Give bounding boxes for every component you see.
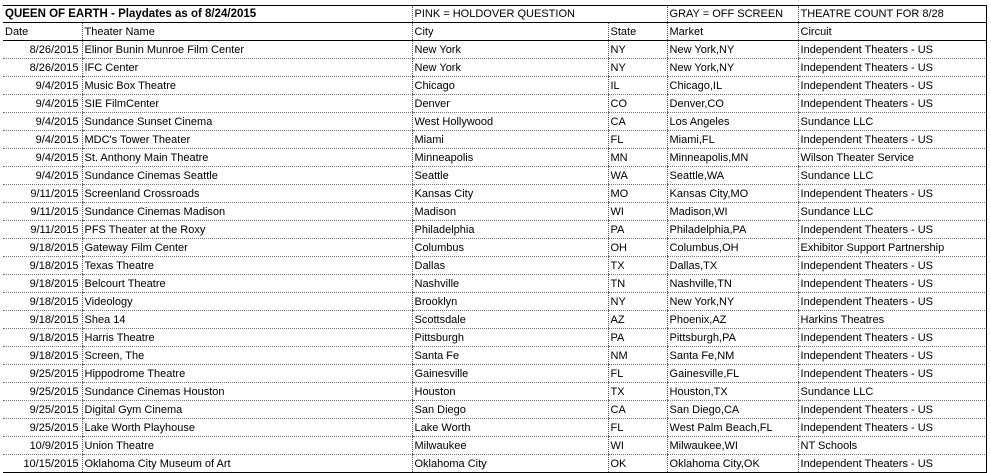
header-market[interactable]: Market xyxy=(667,23,798,41)
cell-city[interactable]: Pittsburgh xyxy=(412,329,608,347)
theatre-count-note[interactable]: THEATRE COUNT FOR 8/28 xyxy=(798,6,987,23)
cell-city[interactable]: New York xyxy=(412,41,608,59)
header-theater-name[interactable]: Theater Name xyxy=(82,23,412,41)
cell-state[interactable]: CO xyxy=(608,95,667,113)
table-row xyxy=(3,257,987,275)
cell-city[interactable]: Houston xyxy=(412,383,608,401)
cell-theater-name[interactable]: Lake Worth Playhouse xyxy=(82,419,412,437)
table-row xyxy=(3,203,987,221)
cell-date[interactable]: 9/25/2015 xyxy=(3,365,82,383)
cell-circuit[interactable]: Independent Theaters - US xyxy=(798,131,987,149)
cell-circuit[interactable]: Independent Theaters - US xyxy=(798,41,987,59)
cell-date[interactable]: 9/18/2015 xyxy=(3,239,82,257)
cell-state[interactable]: NY xyxy=(608,41,667,59)
gray-legend-note[interactable]: GRAY = OFF SCREEN xyxy=(667,6,798,23)
cell-date[interactable]: 9/4/2015 xyxy=(3,149,82,167)
playdates-sheet xyxy=(3,5,987,473)
cell-market[interactable]: Columbus,OH xyxy=(667,239,798,257)
table-row xyxy=(3,113,987,131)
cell-state[interactable]: NY xyxy=(608,293,667,311)
header-city[interactable]: City xyxy=(412,23,608,41)
cell-city[interactable]: Dallas xyxy=(412,257,608,275)
cell-date[interactable]: 8/26/2015 xyxy=(3,59,82,77)
cell-city[interactable]: Columbus xyxy=(412,239,608,257)
cell-state[interactable]: CA xyxy=(608,113,667,131)
cell-market[interactable]: West Palm Beach,FL xyxy=(667,419,798,437)
cell-circuit[interactable]: Independent Theaters - US xyxy=(798,347,987,365)
cell-theater-name[interactable]: IFC Center xyxy=(82,59,412,77)
cell-date[interactable]: 9/18/2015 xyxy=(3,293,82,311)
cell-circuit[interactable]: Exhibitor Support Partnership xyxy=(798,239,987,257)
header-date[interactable]: Date xyxy=(3,23,82,41)
cell-state[interactable]: PA xyxy=(608,221,667,239)
cell-date[interactable]: 9/18/2015 xyxy=(3,329,82,347)
cell-city[interactable]: Kansas City xyxy=(412,185,608,203)
cell-theater-name[interactable]: SIE FilmCenter xyxy=(82,95,412,113)
cell-city[interactable]: Nashville xyxy=(412,275,608,293)
cell-state[interactable]: IL xyxy=(608,77,667,95)
cell-market[interactable]: Oklahoma City,OK xyxy=(667,455,798,473)
cell-state[interactable]: NM xyxy=(608,347,667,365)
cell-circuit[interactable]: Sundance LLC xyxy=(798,383,987,401)
playdates-table xyxy=(3,5,987,473)
cell-theater-name[interactable]: Videology xyxy=(82,293,412,311)
cell-circuit[interactable]: Harkins Theatres xyxy=(798,311,987,329)
cell-date[interactable]: 9/4/2015 xyxy=(3,131,82,149)
cell-theater-name[interactable]: Music Box Theatre xyxy=(82,77,412,95)
cell-date[interactable]: 9/18/2015 xyxy=(3,347,82,365)
cell-circuit[interactable]: Independent Theaters - US xyxy=(798,293,987,311)
cell-state[interactable]: TX xyxy=(608,257,667,275)
cell-state[interactable]: AZ xyxy=(608,311,667,329)
table-row xyxy=(3,311,987,329)
cell-circuit[interactable]: Independent Theaters - US xyxy=(798,329,987,347)
cell-theater-name[interactable]: Gateway Film Center xyxy=(82,239,412,257)
cell-date[interactable]: 10/15/2015 xyxy=(3,455,82,473)
cell-market[interactable]: Los Angeles xyxy=(667,113,798,131)
cell-state[interactable]: WI xyxy=(608,437,667,455)
cell-state[interactable]: FL xyxy=(608,419,667,437)
cell-market[interactable]: Houston,TX xyxy=(667,383,798,401)
cell-circuit[interactable]: Independent Theaters - US xyxy=(798,401,987,419)
table-row xyxy=(3,455,987,473)
cell-date[interactable]: 9/18/2015 xyxy=(3,311,82,329)
cell-market[interactable]: Minneapolis,MN xyxy=(667,149,798,167)
cell-state[interactable]: TX xyxy=(608,383,667,401)
cell-state[interactable]: PA xyxy=(608,329,667,347)
cell-date[interactable]: 9/4/2015 xyxy=(3,95,82,113)
cell-city[interactable]: Miami xyxy=(412,131,608,149)
cell-circuit[interactable]: Independent Theaters - US xyxy=(798,365,987,383)
cell-theater-name[interactable]: Digital Gym Cinema xyxy=(82,401,412,419)
cell-theater-name[interactable]: Union Theatre xyxy=(82,437,412,455)
table-row xyxy=(3,131,987,149)
header-circuit[interactable]: Circuit xyxy=(798,23,987,41)
cell-state[interactable]: CA xyxy=(608,401,667,419)
cell-theater-name[interactable]: PFS Theater at the Roxy xyxy=(82,221,412,239)
cell-city[interactable]: Philadelphia xyxy=(412,221,608,239)
table-row xyxy=(3,329,987,347)
cell-state[interactable]: TN xyxy=(608,275,667,293)
table-row xyxy=(3,41,987,59)
cell-city[interactable]: San Diego xyxy=(412,401,608,419)
cell-theater-name[interactable]: MDC's Tower Theater xyxy=(82,131,412,149)
cell-state[interactable]: OK xyxy=(608,455,667,473)
cell-market[interactable]: Gainesville,FL xyxy=(667,365,798,383)
cell-theater-name[interactable]: Screen, The xyxy=(82,347,412,365)
table-row xyxy=(3,437,987,455)
banner-row xyxy=(3,6,987,23)
cell-theater-name[interactable]: Sundance Sunset Cinema xyxy=(82,113,412,131)
cell-circuit[interactable]: Independent Theaters - US xyxy=(798,419,987,437)
cell-market[interactable]: Phoenix,AZ xyxy=(667,311,798,329)
cell-date[interactable]: 9/11/2015 xyxy=(3,185,82,203)
header-state[interactable]: State xyxy=(608,23,667,41)
cell-city[interactable]: Santa Fe xyxy=(412,347,608,365)
cell-theater-name[interactable]: Elinor Bunin Munroe Film Center xyxy=(82,41,412,59)
cell-market[interactable]: Milwaukee,WI xyxy=(667,437,798,455)
cell-theater-name[interactable]: Sundance Cinemas Madison xyxy=(82,203,412,221)
cell-circuit[interactable]: Independent Theaters - US xyxy=(798,77,987,95)
cell-market[interactable]: Chicago,IL xyxy=(667,77,798,95)
table-row xyxy=(3,401,987,419)
cell-circuit[interactable]: Independent Theaters - US xyxy=(798,455,987,473)
cell-date[interactable]: 9/25/2015 xyxy=(3,419,82,437)
pink-legend-note[interactable]: PINK = HOLDOVER QUESTION xyxy=(412,6,667,23)
table-row xyxy=(3,347,987,365)
cell-date[interactable]: 10/9/2015 xyxy=(3,437,82,455)
table-row xyxy=(3,365,987,383)
cell-theater-name[interactable]: Hippodrome Theatre xyxy=(82,365,412,383)
cell-city[interactable]: Brooklyn xyxy=(412,293,608,311)
cell-theater-name[interactable]: St. Anthony Main Theatre xyxy=(82,149,412,167)
cell-city[interactable]: Gainesville xyxy=(412,365,608,383)
cell-date[interactable]: 9/4/2015 xyxy=(3,77,82,95)
cell-state[interactable]: WI xyxy=(608,203,667,221)
cell-city[interactable]: Oklahoma City xyxy=(412,455,608,473)
cell-circuit[interactable]: Sundance LLC xyxy=(798,167,987,185)
cell-date[interactable]: 9/25/2015 xyxy=(3,383,82,401)
cell-circuit[interactable]: Sundance LLC xyxy=(798,113,987,131)
cell-state[interactable]: FL xyxy=(608,365,667,383)
cell-date[interactable]: 9/18/2015 xyxy=(3,257,82,275)
table-row xyxy=(3,59,987,77)
cell-city[interactable]: West Hollywood xyxy=(412,113,608,131)
cell-theater-name[interactable]: Sundance Cinemas Seattle xyxy=(82,167,412,185)
cell-date[interactable]: 9/11/2015 xyxy=(3,203,82,221)
cell-market[interactable]: Pittsburgh,PA xyxy=(667,329,798,347)
cell-theater-name[interactable]: Texas Theatre xyxy=(82,257,412,275)
cell-circuit[interactable]: Independent Theaters - US xyxy=(798,95,987,113)
cell-market[interactable]: Miami,FL xyxy=(667,131,798,149)
cell-market[interactable]: San Diego,CA xyxy=(667,401,798,419)
cell-market[interactable]: New York,NY xyxy=(667,41,798,59)
cell-market[interactable]: New York,NY xyxy=(667,293,798,311)
cell-date[interactable]: 9/4/2015 xyxy=(3,113,82,131)
cell-date[interactable]: 8/26/2015 xyxy=(3,41,82,59)
cell-market[interactable]: Kansas City,MO xyxy=(667,185,798,203)
cell-date[interactable]: 9/18/2015 xyxy=(3,275,82,293)
cell-state[interactable]: OH xyxy=(608,239,667,257)
cell-state[interactable]: MN xyxy=(608,149,667,167)
cell-date[interactable]: 9/4/2015 xyxy=(3,167,82,185)
table-row xyxy=(3,419,987,437)
table-row xyxy=(3,275,987,293)
cell-city[interactable]: Madison xyxy=(412,203,608,221)
table-body xyxy=(3,6,987,473)
cell-circuit[interactable]: Independent Theaters - US xyxy=(798,59,987,77)
cell-city[interactable]: Seattle xyxy=(412,167,608,185)
cell-theater-name[interactable]: Screenland Crossroads xyxy=(82,185,412,203)
cell-date[interactable]: 9/25/2015 xyxy=(3,401,82,419)
cell-city[interactable]: New York xyxy=(412,59,608,77)
cell-theater-name[interactable]: Belcourt Theatre xyxy=(82,275,412,293)
table-row xyxy=(3,149,987,167)
cell-market[interactable]: Nashville,TN xyxy=(667,275,798,293)
cell-circuit[interactable]: Sundance LLC xyxy=(798,203,987,221)
table-row xyxy=(3,77,987,95)
table-row xyxy=(3,167,987,185)
cell-city[interactable]: Lake Worth xyxy=(412,419,608,437)
cell-circuit[interactable]: Independent Theaters - US xyxy=(798,257,987,275)
cell-circuit[interactable]: Independent Theaters - US xyxy=(798,185,987,203)
column-header-row xyxy=(3,23,987,41)
cell-circuit[interactable]: NT Schools xyxy=(798,437,987,455)
cell-market[interactable]: Madison,WI xyxy=(667,203,798,221)
cell-state[interactable]: FL xyxy=(608,131,667,149)
cell-date[interactable]: 9/11/2015 xyxy=(3,221,82,239)
cell-state[interactable]: WA xyxy=(608,167,667,185)
cell-city[interactable]: Scottsdale xyxy=(412,311,608,329)
cell-state[interactable]: MO xyxy=(608,185,667,203)
table-row xyxy=(3,185,987,203)
cell-state[interactable]: NY xyxy=(608,59,667,77)
cell-market[interactable]: New York,NY xyxy=(667,59,798,77)
cell-theater-name[interactable]: Harris Theatre xyxy=(82,329,412,347)
cell-city[interactable]: Milwaukee xyxy=(412,437,608,455)
table-row xyxy=(3,221,987,239)
cell-theater-name[interactable]: Sundance Cinemas Houston xyxy=(82,383,412,401)
cell-market[interactable]: Philadelphia,PA xyxy=(667,221,798,239)
table-row xyxy=(3,239,987,257)
cell-city[interactable]: Minneapolis xyxy=(412,149,608,167)
table-row xyxy=(3,383,987,401)
cell-city[interactable]: Denver xyxy=(412,95,608,113)
cell-market[interactable]: Seattle,WA xyxy=(667,167,798,185)
cell-city[interactable]: Chicago xyxy=(412,77,608,95)
cell-theater-name[interactable]: Oklahoma City Museum of Art xyxy=(82,455,412,473)
cell-circuit[interactable]: Wilson Theater Service xyxy=(798,149,987,167)
cell-circuit[interactable]: Independent Theaters - US xyxy=(798,221,987,239)
table-row xyxy=(3,95,987,113)
cell-market[interactable]: Dallas,TX xyxy=(667,257,798,275)
cell-market[interactable]: Denver,CO xyxy=(667,95,798,113)
sheet-title[interactable]: QUEEN OF EARTH - Playdates as of 8/24/2015 xyxy=(3,6,412,23)
table-row xyxy=(3,293,987,311)
cell-theater-name[interactable]: Shea 14 xyxy=(82,311,412,329)
cell-market[interactable]: Santa Fe,NM xyxy=(667,347,798,365)
cell-circuit[interactable]: Independent Theaters - US xyxy=(798,275,987,293)
